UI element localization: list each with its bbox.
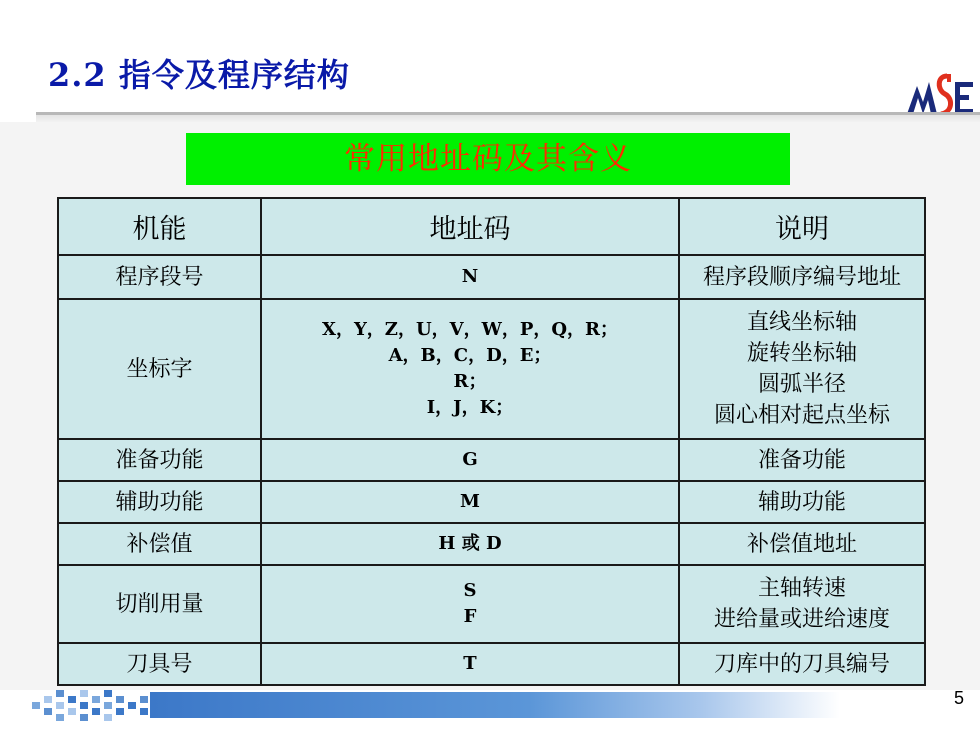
title-divider — [36, 112, 980, 122]
footer-bar — [150, 692, 840, 718]
description-cell-text: 补偿值地址 — [746, 531, 857, 557]
function-cell-text: 程序段号 — [115, 264, 204, 290]
function-cell — [58, 299, 261, 439]
table-header-row — [58, 198, 925, 255]
address-code-cell-text: A，B，C，D，E； — [388, 345, 552, 366]
page-number: 5 — [953, 688, 964, 708]
description-cell-text: 辅助功能 — [757, 489, 846, 515]
address-code-cell — [261, 255, 679, 299]
address-code-cell — [261, 481, 679, 523]
address-code-cell-text: I，J，K； — [426, 397, 514, 418]
description-cell-text: 直线坐标轴 — [746, 310, 857, 335]
description-cell-text: 准备功能 — [757, 447, 846, 473]
description-cell-text: 圆弧半径 — [757, 372, 846, 397]
function-cell-text: 切削用量 — [115, 591, 204, 617]
function-cell-text: 坐标字 — [126, 356, 193, 382]
description-cell — [679, 299, 925, 439]
address-code-cell-text: G — [462, 449, 478, 470]
function-cell — [58, 481, 261, 523]
address-code-cell-text: S — [463, 580, 477, 601]
header-description: 说明 — [679, 198, 925, 255]
address-code-cell-text: M — [460, 491, 480, 512]
description-cell-text: 进给量或进给速度 — [713, 607, 890, 632]
function-cell — [58, 255, 261, 299]
address-code-cell-text: F — [463, 606, 477, 627]
function-cell — [58, 523, 261, 565]
address-code-cell-text: T — [463, 653, 477, 674]
address-code-cell-text: H 或 D — [438, 533, 502, 554]
function-cell — [58, 439, 261, 481]
table-row — [58, 565, 925, 643]
table-row — [58, 439, 925, 481]
function-cell — [58, 565, 261, 643]
description-cell-text: 刀库中的刀具编号 — [713, 651, 890, 677]
description-cell — [679, 523, 925, 565]
header-function: 机能 — [58, 198, 261, 255]
function-cell-text: 准备功能 — [115, 447, 204, 473]
slide-title: 2.2 指令及程序结构 — [48, 56, 350, 94]
header-address-code: 地址码 — [261, 198, 679, 255]
address-code-cell — [261, 299, 679, 439]
table-row — [58, 523, 925, 565]
description-cell-text: 主轴转速 — [757, 576, 846, 601]
address-code-table — [57, 197, 926, 686]
description-cell — [679, 643, 925, 685]
address-code-cell-text: X，Y，Z，U，V，W，P，Q，R； — [321, 319, 618, 340]
address-code-cell — [261, 643, 679, 685]
description-cell — [679, 565, 925, 643]
description-cell — [679, 255, 925, 299]
address-code-cell — [261, 565, 679, 643]
description-cell-text: 圆心相对起点坐标 — [713, 403, 890, 428]
description-cell — [679, 481, 925, 523]
section-banner: 常用地址码及其含义 — [186, 133, 790, 185]
address-code-cell — [261, 523, 679, 565]
address-code-cell-text: N — [461, 266, 479, 287]
table-row — [58, 299, 925, 439]
function-cell-text: 刀具号 — [126, 651, 193, 677]
description-cell-text: 旋转坐标轴 — [746, 341, 857, 366]
address-code-cell-text: R； — [453, 371, 487, 392]
function-cell — [58, 643, 261, 685]
table-row — [58, 255, 925, 299]
function-cell-text: 辅助功能 — [115, 489, 204, 515]
description-cell — [679, 439, 925, 481]
address-code-cell — [261, 439, 679, 481]
table-row — [58, 481, 925, 523]
footer-pixel-decoration — [32, 690, 152, 722]
function-cell-text: 补偿值 — [126, 531, 193, 557]
table-row — [58, 643, 925, 685]
description-cell-text: 程序段顺序编号地址 — [702, 264, 901, 290]
